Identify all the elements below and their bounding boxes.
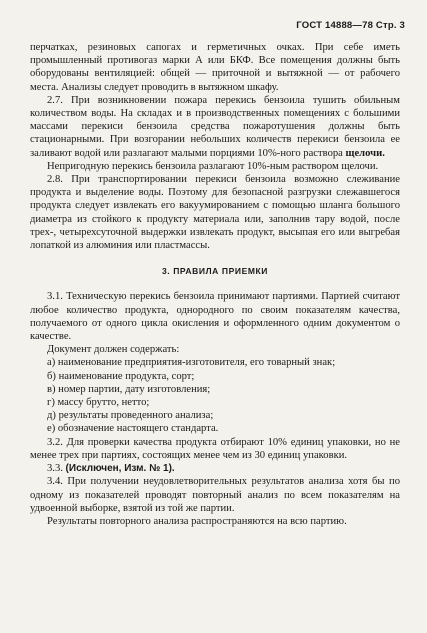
paragraph-2-7 xyxy=(30,94,400,160)
amendment-note: (Исключен, Изм. № 1). xyxy=(65,463,175,475)
paragraph-3-3-number: 3.3. xyxy=(47,463,66,475)
list-item: е) обозначение настоящего стандарта. xyxy=(47,423,219,435)
paragraph-2-8: 2.8. При транспортировании перекиси бензоила возможно слеживание продукта и выделение воды. Поэтому для безопасной разгрузки слежавшегося продукта следует извлекать его вакуумированием с помощью шланга большого диаметра из стойкого к продукту материала или, заполнив тару водой, после трех-, четырехсуточной выдержки извлекать продукт, высыпая его или выгребая лопаткой из алюминия или пластмассы. xyxy=(30,174,400,252)
paragraph-2-7-text: 2.7. При возникновении пожара перекись бензоила тушить обильным количеством воды. На складах и в производственных помещениях с большими массами перекиси бензоила средства пожаротушения должны быть стационарными. При возгорании небольших количеств перекиси бензоила ее заливают водой или разлагают малыми порциями 10%-ного раствора xyxy=(30,94,400,159)
paragraph-3-4: 3.4. При получении неудовлетворительных результатов анализа хотя бы по одному из показателей проводят повторный анализ по всем показателям на удвоенной выборке, взятой из той же партии. xyxy=(30,476,400,514)
list-item: в) номер партии, дату изготовления; xyxy=(47,383,211,395)
page-header: ГОСТ 14888—78 Стр. 3 xyxy=(296,20,405,31)
list-item: д) результаты проведенного анализа; xyxy=(47,410,214,422)
document-body xyxy=(30,41,400,528)
paragraph-3-1: 3.1. Техническую перекись бензоила принимают партиями. Партией считают любое количество продукта, однородного по своим показателям качества, получаемого от одного цикла окисления и оформленного одним документом о качестве. xyxy=(30,291,400,343)
paragraph-3-2: 3.2. Для проверки качества продукта отбирают 10% единиц упаковки, но не менее трех при партиях, состоящих менее чем из 30 единиц упаковки. xyxy=(30,436,400,461)
paragraph-repeat-results: Результаты повторного анализа распространяются на всю партию. xyxy=(47,515,347,527)
list-item: г) массу брутто, нетто; xyxy=(47,397,150,409)
list-item: а) наименование предприятия-изготовителя, его товарный знак; xyxy=(47,357,336,369)
document-requirements-intro: Документ должен содержать: xyxy=(47,344,180,356)
paragraph-3-3 xyxy=(30,462,400,475)
list-item: б) наименование продукта, сорт; xyxy=(47,370,195,382)
section-heading: 3. ПРАВИЛА ПРИЕМКИ xyxy=(161,266,269,277)
paragraph-protective-gear: перчатках, резиновых сапогах и герметичных очках. При себе иметь промышленный противогаз марки А или БКФ. Все помещения должны быть оборудованы вентиляцией: общей — приточной и вытяжной — от рабочего места. Анализы следует проводить в вытяжном шкафу. xyxy=(30,42,400,93)
paragraph-unfit-peroxide: Непригодную перекись бензоила разлагают 10%-ным раствором щелочи. xyxy=(47,160,379,172)
paragraph-2-7-emphasis: щелочи. xyxy=(345,147,385,159)
